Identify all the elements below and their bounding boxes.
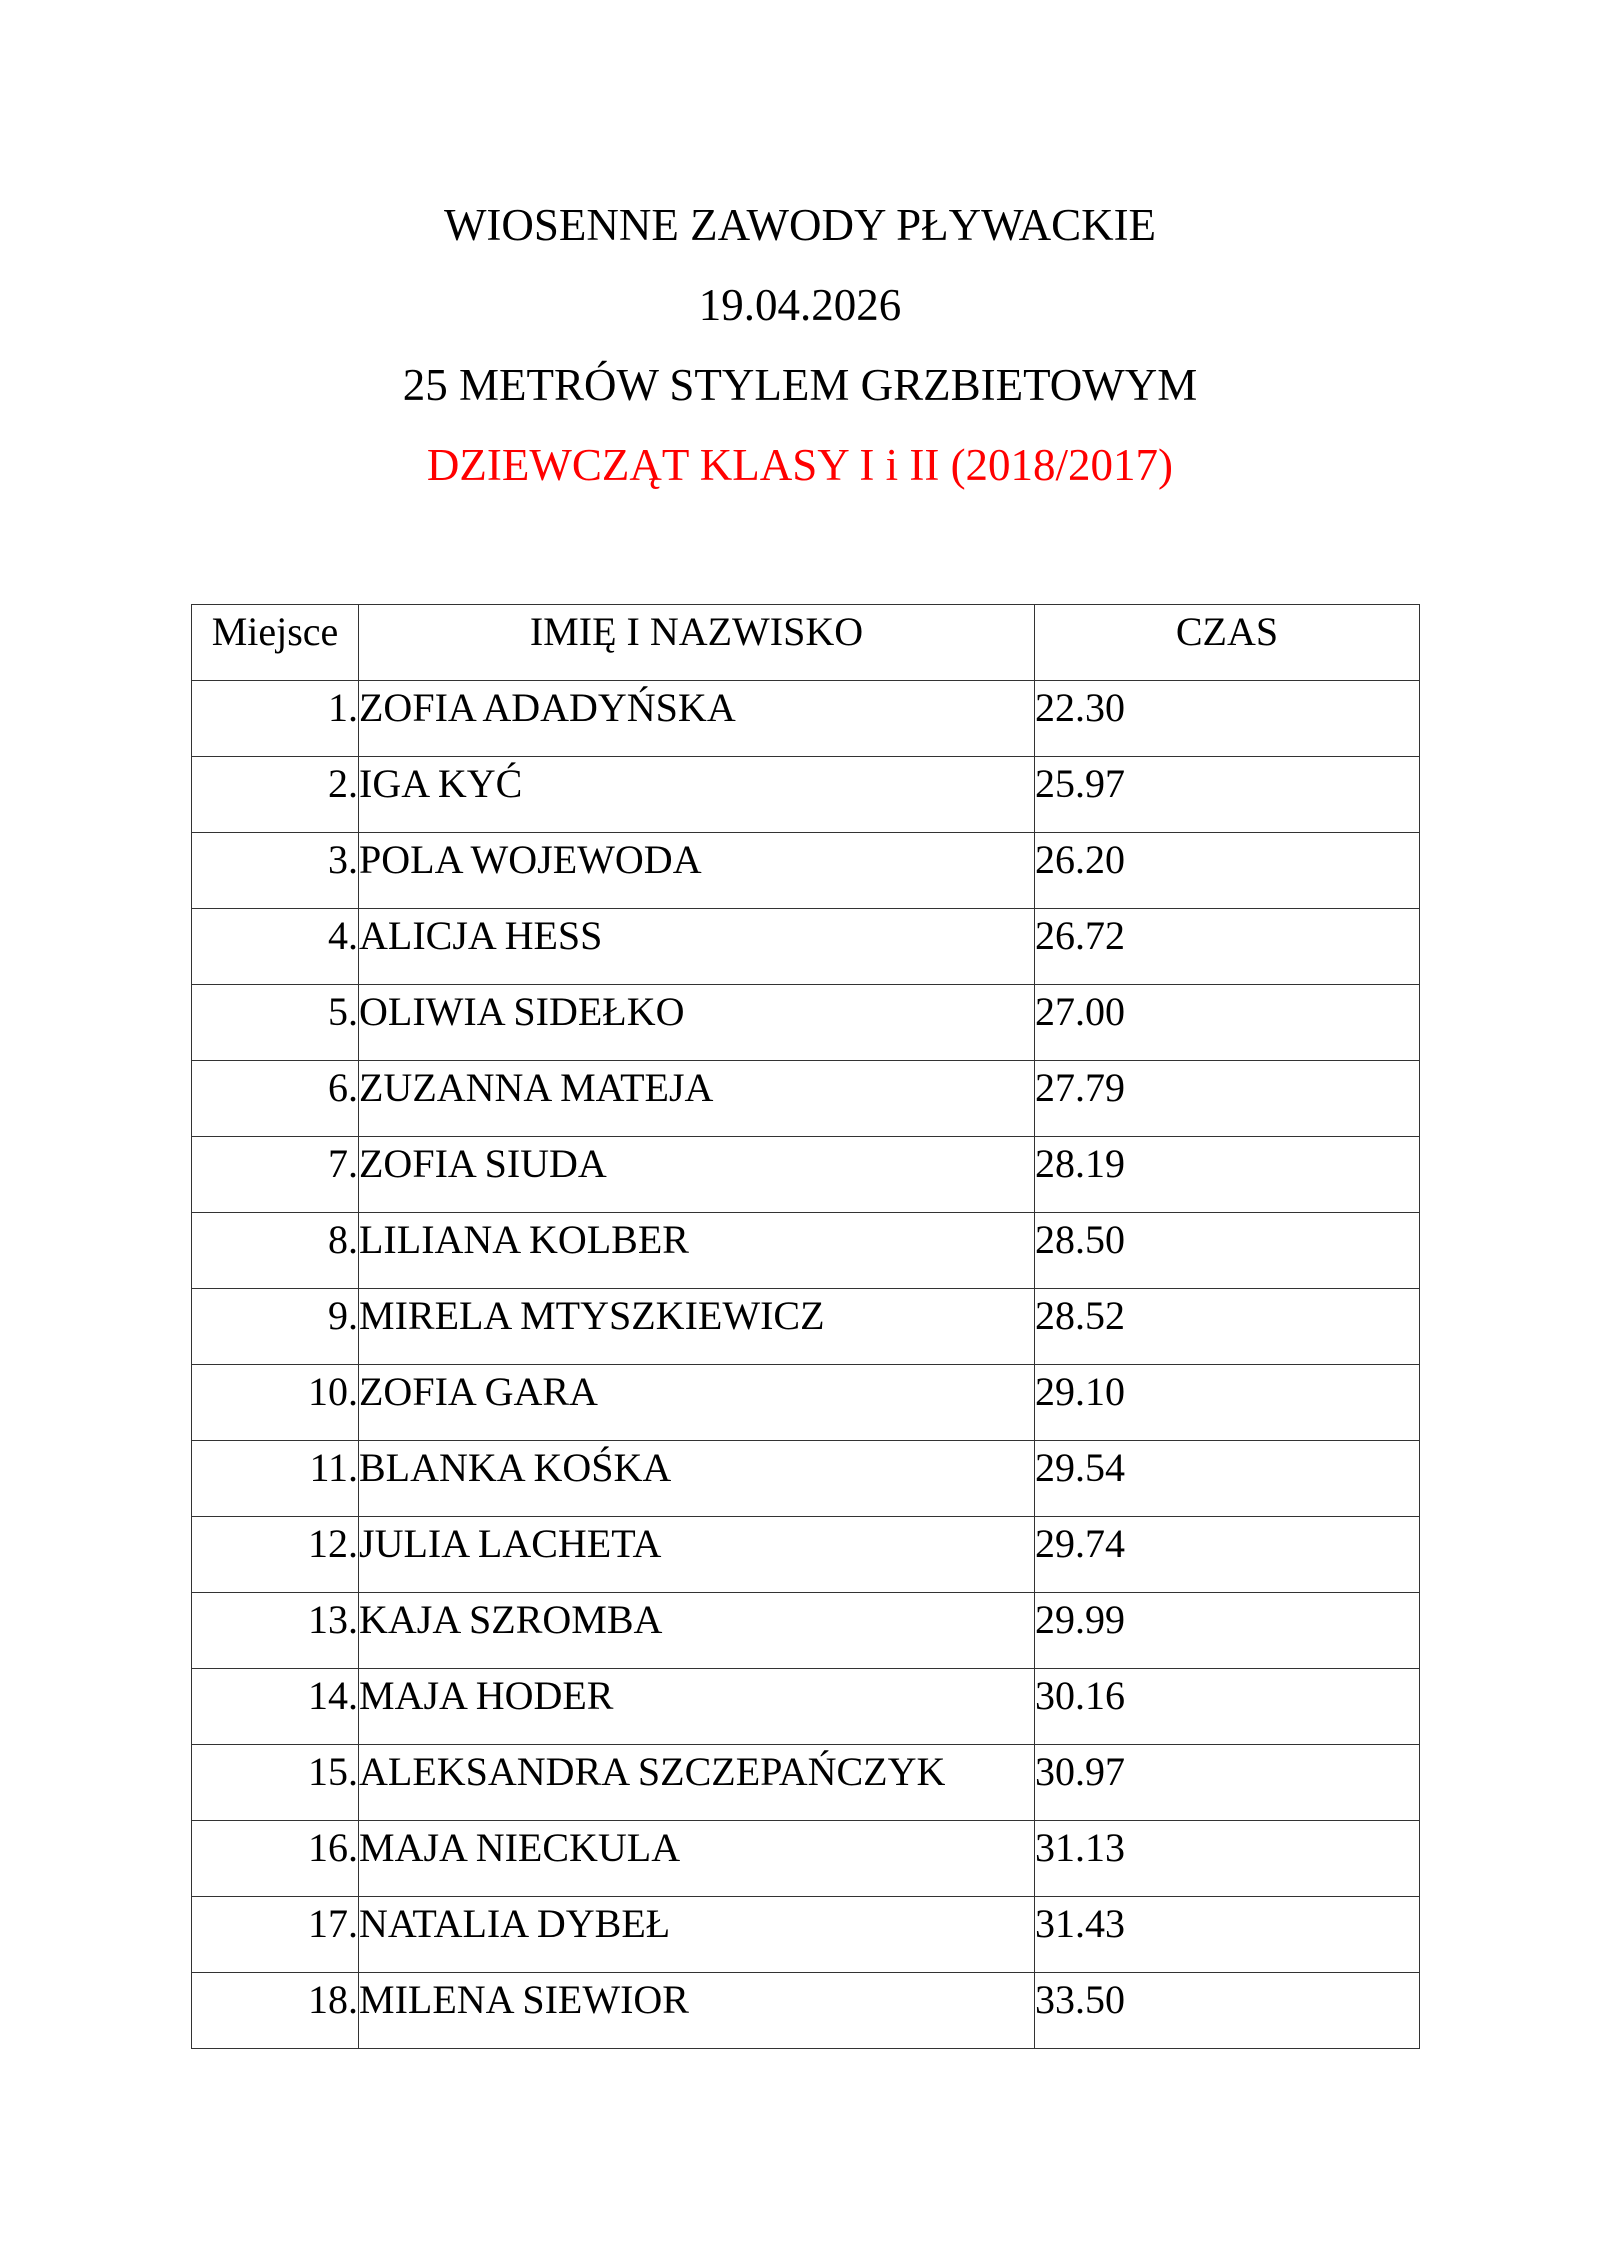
name-cell: ZOFIA GARA [359, 1365, 1035, 1441]
place-cell: 12. [192, 1517, 359, 1593]
event-title: WIOSENNE ZAWODY PŁYWACKIE [443, 200, 1157, 250]
table-row [192, 1669, 1420, 1745]
name-cell: OLIWIA SIDEŁKO [359, 985, 1035, 1061]
name-cell: BLANKA KOŚKA [359, 1441, 1035, 1517]
time-cell: 26.20 [1035, 833, 1420, 909]
place-cell: 18. [192, 1973, 359, 2049]
table-row [192, 1517, 1420, 1593]
time-cell: 25.97 [1035, 757, 1420, 833]
time-cell: 31.13 [1035, 1821, 1420, 1897]
table-row [192, 1441, 1420, 1517]
category-label: DZIEWCZĄT KLASY I i II (2018/2017) [426, 440, 1174, 490]
table-row [192, 681, 1420, 757]
time-cell: 30.16 [1035, 1669, 1420, 1745]
time-cell: 33.50 [1035, 1973, 1420, 2049]
place-cell: 11. [192, 1441, 359, 1517]
place-cell: 13. [192, 1593, 359, 1669]
document-header [0, 185, 1600, 505]
place-cell: 15. [192, 1745, 359, 1821]
time-cell: 29.74 [1035, 1517, 1420, 1593]
name-cell: MAJA NIECKULA [359, 1821, 1035, 1897]
name-cell: IGA KYĆ [359, 757, 1035, 833]
time-cell: 29.99 [1035, 1593, 1420, 1669]
name-cell: ZOFIA ADADYŃSKA [359, 681, 1035, 757]
name-cell: ZOFIA SIUDA [359, 1137, 1035, 1213]
place-cell: 2. [192, 757, 359, 833]
time-cell: 28.19 [1035, 1137, 1420, 1213]
name-cell: ALICJA HESS [359, 909, 1035, 985]
place-cell: 7. [192, 1137, 359, 1213]
place-cell: 17. [192, 1897, 359, 1973]
time-cell: 29.10 [1035, 1365, 1420, 1441]
table-row [192, 909, 1420, 985]
table-row [192, 1365, 1420, 1441]
name-cell: MILENA SIEWIOR [359, 1973, 1035, 2049]
table-row [192, 1897, 1420, 1973]
place-cell: 8. [192, 1213, 359, 1289]
time-cell: 22.30 [1035, 681, 1420, 757]
results-table [191, 604, 1420, 2049]
place-cell: 14. [192, 1669, 359, 1745]
place-cell: 16. [192, 1821, 359, 1897]
place-cell: 4. [192, 909, 359, 985]
place-cell: 5. [192, 985, 359, 1061]
table-row [192, 1289, 1420, 1365]
name-cell: MIRELA MTYSZKIEWICZ [359, 1289, 1035, 1365]
table-row [192, 757, 1420, 833]
column-header-time: CZAS [1035, 605, 1420, 681]
name-cell: ZUZANNA MATEJA [359, 1061, 1035, 1137]
time-cell: 28.52 [1035, 1289, 1420, 1365]
race-name: 25 METRÓW STYLEM GRZBIETOWYM [402, 360, 1198, 410]
place-cell: 3. [192, 833, 359, 909]
place-cell: 1. [192, 681, 359, 757]
name-cell: NATALIA DYBEŁ [359, 1897, 1035, 1973]
time-cell: 28.50 [1035, 1213, 1420, 1289]
event-date: 19.04.2026 [698, 280, 902, 330]
table-row [192, 1213, 1420, 1289]
time-cell: 29.54 [1035, 1441, 1420, 1517]
place-cell: 9. [192, 1289, 359, 1365]
time-cell: 27.79 [1035, 1061, 1420, 1137]
name-cell: JULIA LACHETA [359, 1517, 1035, 1593]
time-cell: 26.72 [1035, 909, 1420, 985]
place-cell: 6. [192, 1061, 359, 1137]
table-row [192, 833, 1420, 909]
results-table-body [192, 681, 1420, 2049]
table-row [192, 985, 1420, 1061]
name-cell: ALEKSANDRA SZCZEPAŃCZYK [359, 1745, 1035, 1821]
name-cell: POLA WOJEWODA [359, 833, 1035, 909]
table-row [192, 1745, 1420, 1821]
table-row [192, 1821, 1420, 1897]
column-header-place: Miejsce [192, 605, 359, 681]
name-cell: KAJA SZROMBA [359, 1593, 1035, 1669]
table-row [192, 1593, 1420, 1669]
time-cell: 31.43 [1035, 1897, 1420, 1973]
column-header-name: IMIĘ I NAZWISKO [359, 605, 1035, 681]
table-row [192, 1973, 1420, 2049]
table-row [192, 1061, 1420, 1137]
place-cell: 10. [192, 1365, 359, 1441]
table-header-row [192, 605, 1420, 681]
table-row [192, 1137, 1420, 1213]
time-cell: 27.00 [1035, 985, 1420, 1061]
name-cell: LILIANA KOLBER [359, 1213, 1035, 1289]
time-cell: 30.97 [1035, 1745, 1420, 1821]
name-cell: MAJA HODER [359, 1669, 1035, 1745]
